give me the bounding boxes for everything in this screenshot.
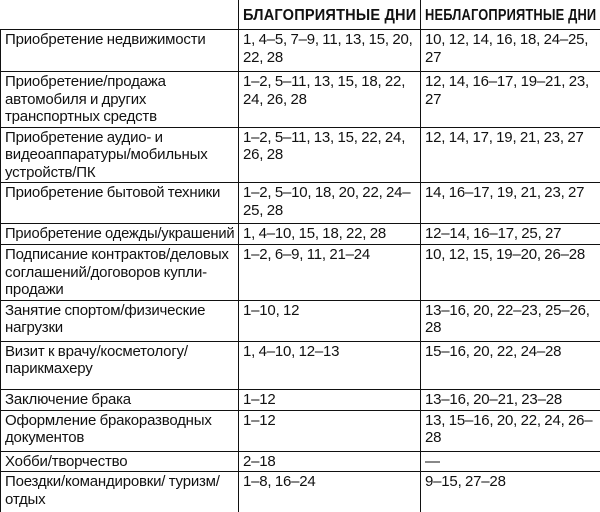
bad-days-value: — [421, 451, 600, 472]
activity-name: Оформление бракоразводных документов [1, 410, 239, 451]
header-bad-days: НЕБЛАГОПРИЯТНЫЕ ДНИ [421, 0, 600, 30]
good-days-value: 1–12 [239, 410, 421, 451]
good-days-value: 2–18 [239, 451, 421, 472]
activity-name: Подписание контрактов/деловых соглашений/договоров купли-продажи [1, 245, 239, 301]
table-row [1, 30, 600, 72]
bad-days-value: 13–16, 20–21, 23–28 [421, 389, 600, 410]
good-days-value: 1, 4–10, 12–13 [239, 341, 421, 389]
activity-name: Приобретение недвижимости [1, 30, 239, 72]
good-days-value: 1, 4–5, 7–9, 11, 13, 15, 20, 22, 28 [239, 30, 421, 72]
activity-name: Приобретение/продажа автомобиля и других транспортных средств [1, 72, 239, 128]
good-days-value: 1–2, 5–11, 13, 15, 18, 22, 24, 26, 28 [239, 72, 421, 128]
activity-name: Занятие спортом/физические нагрузки [1, 300, 239, 341]
activity-name: Приобретение бытовой техники [1, 183, 239, 224]
activity-name: Поездки/командировки/ туризм/отдых [1, 472, 239, 512]
table-row [1, 389, 600, 410]
bad-days-value: 13, 15–16, 20, 22, 24, 26–28 [421, 410, 600, 451]
good-days-value: 1–2, 6–9, 11, 21–24 [239, 245, 421, 301]
activity-name: Приобретение аудио- и видеоаппаратуры/мобильных устройств/ПК [1, 127, 239, 183]
activity-name: Хобби/творчество [1, 451, 239, 472]
table-header-row [1, 0, 600, 30]
good-days-value: 1–8, 16–24 [239, 472, 421, 512]
table-row [1, 224, 600, 245]
bad-days-value: 14, 16–17, 19, 21, 23, 27 [421, 183, 600, 224]
bad-days-value: 10, 12, 15, 19–20, 26–28 [421, 245, 600, 301]
activity-name: Визит к врачу/косметологу/парикмахеру [1, 341, 239, 389]
activity-name: Заключение брака [1, 389, 239, 410]
table-row [1, 127, 600, 183]
good-days-value: 1–2, 5–10, 18, 20, 22, 24–25, 28 [239, 183, 421, 224]
table-row [1, 472, 600, 512]
bad-days-value: 12, 14, 16–17, 19–21, 23, 27 [421, 72, 600, 128]
table-row [1, 451, 600, 472]
bad-days-value: 9–15, 27–28 [421, 472, 600, 512]
good-days-value: 1–2, 5–11, 13, 15, 22, 24, 26, 28 [239, 127, 421, 183]
good-days-value: 1–12 [239, 389, 421, 410]
bad-days-value: 15–16, 20, 22, 24–28 [421, 341, 600, 389]
table-row [1, 183, 600, 224]
table-row [1, 72, 600, 128]
table-row [1, 245, 600, 301]
bad-days-value: 13–16, 20, 22–23, 25–26, 28 [421, 300, 600, 341]
header-category [1, 0, 239, 30]
good-days-value: 1–10, 12 [239, 300, 421, 341]
bad-days-value: 12–14, 16–17, 25, 27 [421, 224, 600, 245]
activity-name: Приобретение одежды/украшений [1, 224, 239, 245]
table-row [1, 341, 600, 389]
table-row [1, 300, 600, 341]
table-row [1, 410, 600, 451]
bad-days-value: 10, 12, 14, 16, 18, 24–25, 27 [421, 30, 600, 72]
bad-days-value: 12, 14, 17, 19, 21, 23, 27 [421, 127, 600, 183]
header-good-days: БЛАГОПРИЯТНЫЕ ДНИ [239, 0, 421, 30]
good-days-value: 1, 4–10, 15, 18, 22, 28 [239, 224, 421, 245]
